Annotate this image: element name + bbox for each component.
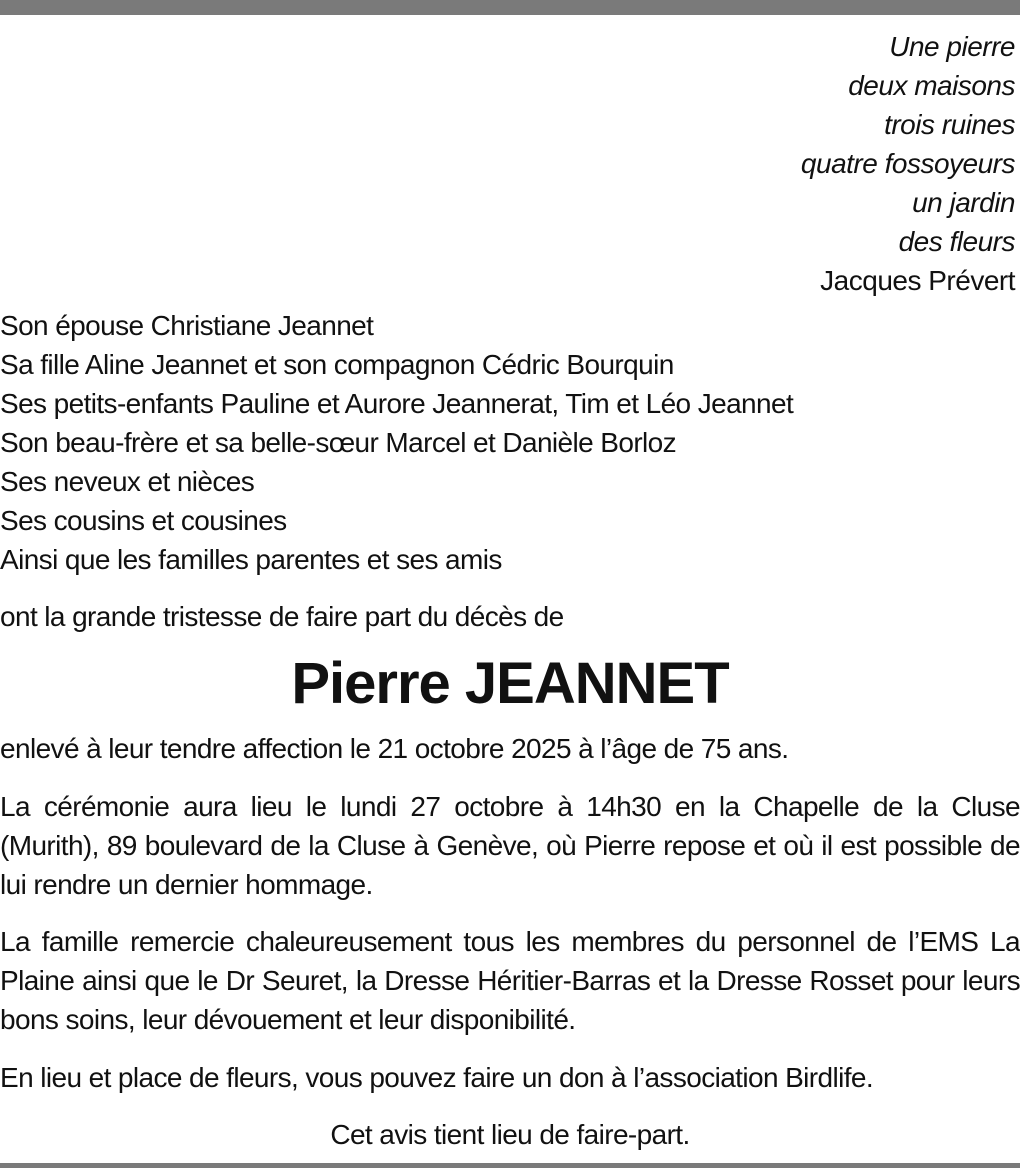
death-text: enlevé à leur tendre affection le 21 octobre 2025 à l’âge de 75 ans. bbox=[0, 733, 789, 764]
thanks-text: La famille remercie chaleureusement tous les membres du personnel de l’EMS La Plaine ainsi que le Dr Seuret, la Dresse Héritier-Barras et la Dresse Rosset pour leurs bons soins, leur dévouement et leur disponibilité. bbox=[0, 926, 1020, 1035]
poem-line: trois ruines bbox=[884, 109, 1015, 140]
poem-line: un jardin bbox=[912, 187, 1015, 218]
family-member-line: Ainsi que les familles parentes et ses amis bbox=[0, 544, 502, 575]
deceased-name: Pierre JEANNET bbox=[291, 651, 729, 716]
ceremony-text: La cérémonie aura lieu le lundi 27 octobre à 14h30 en la Chapelle de la Cluse (Murith), 89 boulevard de la Cluse à Genève, où Pierre repose et où il est possible de lui rendre un dernier hommage. bbox=[0, 791, 1020, 900]
poem-line: quatre fossoyeurs bbox=[800, 148, 1015, 179]
poem-line: Une pierre bbox=[889, 31, 1015, 62]
family-list bbox=[0, 306, 793, 579]
poem-quote bbox=[801, 27, 1015, 300]
top-border-bar bbox=[0, 0, 1020, 15]
family-member-line: Son beau-frère et sa belle-sœur Marcel et Danièle Borloz bbox=[0, 427, 677, 458]
family-member-line: Sa fille Aline Jeannet et son compagnon Cédric Bourquin bbox=[0, 349, 674, 380]
announcement-text: ont la grande tristesse de faire part du décès de bbox=[0, 601, 564, 632]
poem-author: Jacques Prévert bbox=[820, 265, 1015, 296]
family-member-line: Son épouse Christiane Jeannet bbox=[0, 310, 374, 341]
notice-text: Cet avis tient lieu de faire-part. bbox=[330, 1119, 690, 1150]
donation-text: En lieu et place de fleurs, vous pouvez faire un don à l’association Birdlife. bbox=[0, 1062, 874, 1093]
family-member-line: Ses petits-enfants Pauline et Aurore Jeannerat, Tim et Léo Jeannet bbox=[0, 388, 794, 419]
poem-line: deux maisons bbox=[848, 70, 1015, 101]
family-member-line: Ses neveux et nièces bbox=[0, 466, 255, 497]
family-member-line: Ses cousins et cousines bbox=[0, 505, 287, 536]
bottom-border-bar bbox=[0, 1163, 1020, 1168]
poem-line: des fleurs bbox=[898, 226, 1015, 257]
